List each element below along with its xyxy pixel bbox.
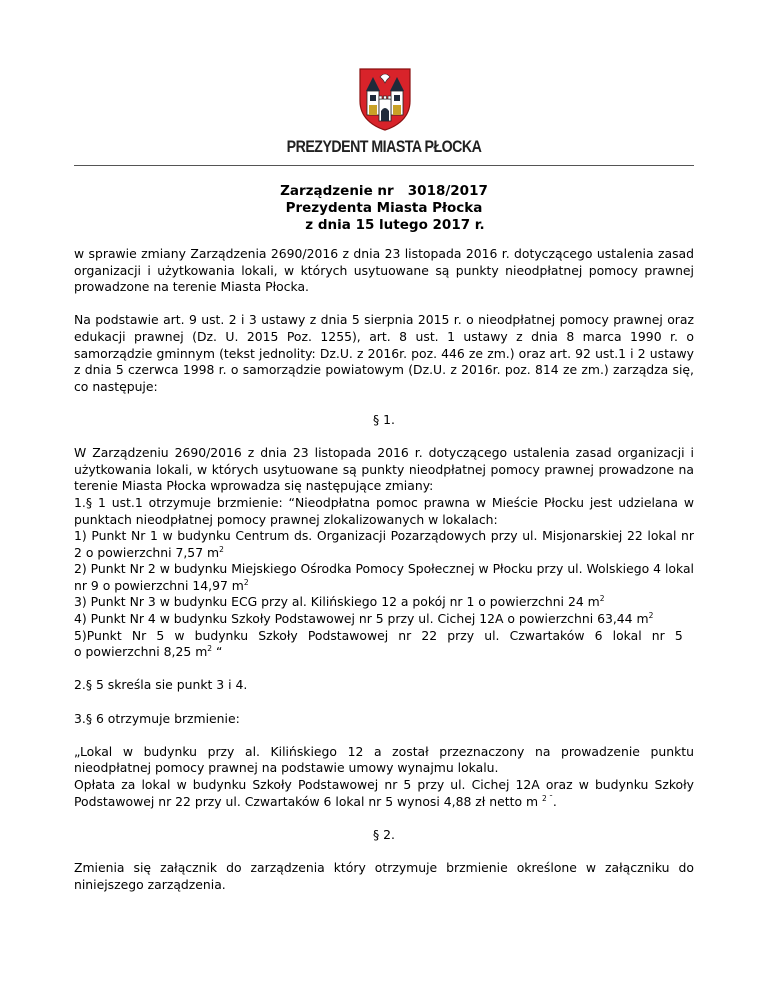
title-date: z dnia 15 lutego 2017 r. <box>305 217 485 233</box>
title-issuer: Prezydenta Miasta Płocka <box>285 200 483 216</box>
section-2-text: Zmienia się załącznik do zarządzenia który otrzymuje brzmienie określone w załączniku do niniejszego zarządzenia. <box>74 859 694 892</box>
superscript: 2 ˜ <box>542 793 553 803</box>
superscript: 2 <box>219 544 224 554</box>
change-3-quote <box>74 744 694 810</box>
list-item-1-text: 1) Punkt Nr 1 w budynku Centrum ds. Organizacji Pozarządowych przy ul. Misjonarskiej 22 lokal nr 2 o powierzchni 7,57 m <box>74 528 694 560</box>
list-item-5-area: o powierzchni 8,25 m <box>74 644 208 660</box>
document-title <box>0 183 768 234</box>
list-item-4-text: 4) Punkt Nr 4 w budynku Szkoły Podstawowej nr 5 przy ul. Cichej 12A o powierzchni 63,44 m <box>74 611 649 627</box>
list-item-4 <box>74 611 694 628</box>
change-1-intro: 1.§ 1 ust.1 otrzymuje brzmienie: “Nieodpłatna pomoc prawna w Mieście Płocku jest udzielana w punktach nieodpłatnej pomocy prawnej zlokalizowanych w lokalach: <box>74 494 694 527</box>
quote-paragraph-1: „Lokal w budynku przy al. Kilińskiego 12 a został przeznaczony na prowadzenie punktu nieodpłatnej pomocy prawnej na podstawie umowy wynajmu lokalu. <box>74 743 694 776</box>
list-item-3-text: 3) Punkt Nr 3 w budynku ECG przy al. Kilińskiego 12 a pokój nr 1 o powierzchni 24 m <box>74 594 600 610</box>
list-item-5-text: 5)Punkt Nr 5 w budynku Szkoły Podstawowej nr 22 przy ul. Czwartaków 6 lokal nr 5 <box>74 627 683 643</box>
section-1-heading: § 1. <box>373 411 395 427</box>
subject-paragraph: w sprawie zmiany Zarządzenia 2690/2016 z dnia 23 listopada 2016 r. dotyczącego ustalenia zasad organizacji i użytkowania lokali, w których usytuowane są punkty nieodpłatnej pomocy prawnej prowadzone na terenie Miasta Płocka. <box>74 246 694 295</box>
list-item-5-close-quote: “ <box>212 644 223 660</box>
section-2-heading: § 2. <box>373 826 395 842</box>
section-1-intro: W Zarządzeniu 2690/2016 z dnia 23 listopada 2016 r. dotyczącego ustalenia zasad organizacji i użytkowania lokali, w których usytuowane są punkty nieodpłatnej pomocy prawnej prowadzone na terenie Miasta Płocka wprowadza się następujące zmiany: <box>74 445 694 494</box>
coat-of-arms-logo <box>357 67 413 131</box>
legal-basis-paragraph: Na podstawie art. 9 ust. 2 i 3 ustawy z dnia 5 sierpnia 2015 r. o nieodpłatnej pomocy prawnej oraz edukacji prawnej (Dz. U. 2015 Poz. 1255), art. 8 ust. 1 ustawy z dnia 8 marca 1990 r. o samorządzie gminnym (tekst jednolity: Dz.U. z 2016r. poz. 446 ze zm.) oraz art. 92 ust.1 i 2 ustawy z dnia 5 czerwca 1998 r. o samorządzie powiatowym (Dz.U. z 2016r. poz. 814 ze zm.) zarządza się, co następuje: <box>74 312 694 394</box>
quote-period: . <box>552 793 557 809</box>
superscript: 2 <box>599 594 605 604</box>
quote-paragraph-2-text: Opłata za lokal w budynku Szkoły Podstawowej nr 5 przy ul. Cichej 12A oraz w budynku Szkoły Podstawowej nr 22 przy ul. Czwartaków 6 lokal nr 5 wynosi 4,88 zł netto m <box>74 777 694 809</box>
list-item-2-text: 2) Punkt Nr 2 w budynku Miejskiego Ośrodka Pomocy Społecznej w Płocku przy ul. Wolskiego 4 lokal nr 9 o powierzchni 14,97 m <box>74 561 694 593</box>
list-item-2 <box>74 561 694 594</box>
list-item-1 <box>74 528 694 561</box>
superscript: 2 <box>648 611 654 621</box>
superscript: 2 <box>243 577 249 587</box>
list-item-3 <box>74 594 694 611</box>
section-1-content <box>74 445 694 661</box>
title-ordinance-number: Zarządzenie nr 3018/2017 <box>280 183 488 199</box>
list-item-5 <box>74 628 694 645</box>
superscript: 2 <box>207 644 213 654</box>
header-divider <box>74 165 694 166</box>
organization-name: PREZYDENT MIASTA PŁOCKA <box>286 138 482 156</box>
list-item-5-cont <box>74 644 694 661</box>
change-3-intro: 3.§ 6 otrzymuje brzmienie: <box>74 710 240 726</box>
document-body <box>74 246 694 910</box>
quote-paragraph-2 <box>74 777 694 810</box>
change-2: 2.§ 5 skreśla sie punkt 3 i 4. <box>74 677 248 693</box>
